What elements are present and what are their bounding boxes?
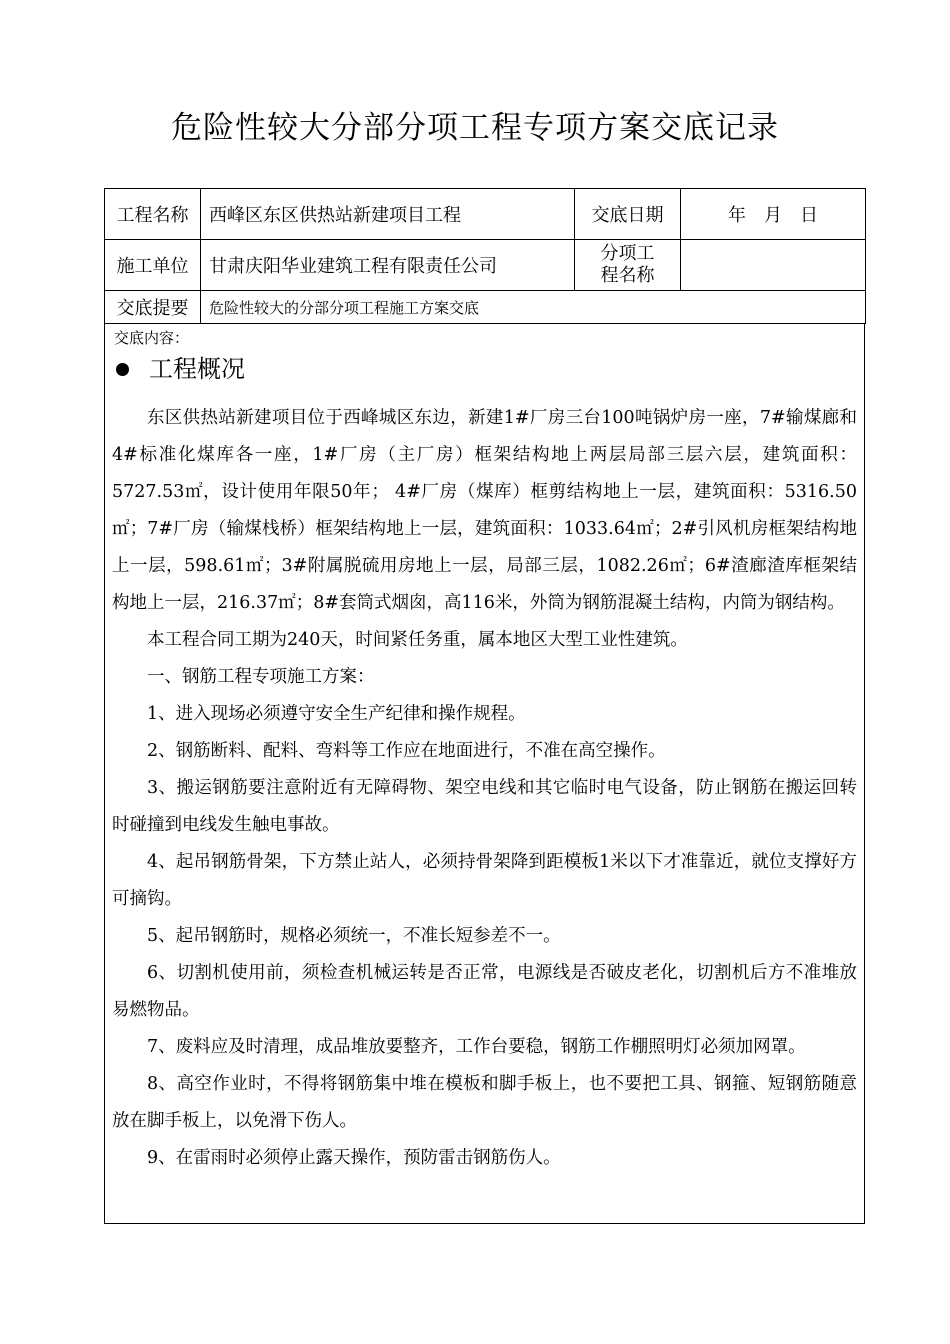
paragraph: 一、钢筋工程专项施工方案： [147, 667, 375, 687]
section-heading [114, 353, 245, 385]
paragraph: 8、高空作业时，不得将钢筋集中堆在模板和脚手板上，也不要把工具、钢箍、短钢筋随意放在脚手板上，以免滑下伤人。 [112, 1074, 857, 1131]
header-table [104, 188, 866, 324]
project-name-label: 工程名称 [105, 189, 201, 240]
contractor-value: 甘肃庆阳华业建筑工程有限责任公司 [201, 240, 575, 291]
paragraph: 东区供热站新建项目位于西峰城区东边，新建1#厂房三台100吨锅炉房一座，7#输煤廊和4#标准化煤库各一座，1#厂房（主厂房）框架结构地上两层局部三层六层，建筑面积：5727.53㎡，设计使用年限50年； 4#厂房（煤库）框剪结构地上一层，建筑面积：5316.50㎡；7#厂房（输煤栈桥）框架结构地上一层，建筑面积：1033.64㎡；2#引风机房框架结构地上一层，598.61㎡；3#附属脱硫用房地上一层，局部三层，1082.26㎡；6#渣廊渣库框架结构地上一层，216.37㎡；8#套筒式烟囱，高116米，外筒为钢筋混凝土结构，内筒为钢结构。 [112, 408, 857, 613]
paragraph: 4、起吊钢筋骨架，下方禁止站人，必须持骨架降到距模板1米以下才准靠近，就位支撑好方可摘钩。 [112, 852, 857, 909]
paragraph: 9、在雷雨时必须停止露天操作，预防雷击钢筋伤人。 [147, 1148, 561, 1168]
summary-value: 危险性较大的分部分项工程施工方案交底 [201, 291, 866, 324]
paragraph: 1、进入现场必须遵守安全生产纪律和操作规程。 [147, 704, 526, 724]
contractor-label: 施工单位 [105, 240, 201, 291]
paragraph: 6、切割机使用前，须检查机械运转是否正常，电源线是否破皮老化，切割机后方不准堆放易燃物品。 [112, 963, 857, 1020]
content-label: 交底内容： [114, 329, 190, 347]
date-label: 交底日期 [575, 189, 681, 240]
content-body [112, 400, 857, 1177]
date-value: 年 月 日 [681, 189, 866, 240]
paragraph: 2、钢筋断料、配料、弯料等工作应在地面进行，不准在高空操作。 [147, 741, 666, 761]
paragraph: 3、搬运钢筋要注意附近有无障碍物、架空电线和其它临时电气设备，防止钢筋在搬运回转时碰撞到电线发生触电事故。 [112, 778, 857, 835]
project-name-value: 西峰区东区供热站新建项目工程 [201, 189, 575, 240]
summary-label: 交底提要 [105, 291, 201, 324]
subproject-label: 分项工程名称 [575, 240, 681, 291]
subproject-value [681, 240, 866, 291]
document-title: 危险性较大分部分项工程专项方案交底记录 [171, 110, 779, 146]
paragraph: 本工程合同工期为240天，时间紧任务重，属本地区大型工业性建筑。 [147, 630, 688, 650]
section-heading-text: 工程概况 [149, 355, 245, 383]
paragraph: 5、起吊钢筋时，规格必须统一，不准长短参差不一。 [147, 926, 561, 946]
bullet-icon [116, 363, 129, 376]
content-box [104, 323, 865, 1224]
paragraph: 7、废料应及时清理，成品堆放要整齐，工作台要稳，钢筋工作棚照明灯必须加网罩。 [147, 1037, 806, 1057]
